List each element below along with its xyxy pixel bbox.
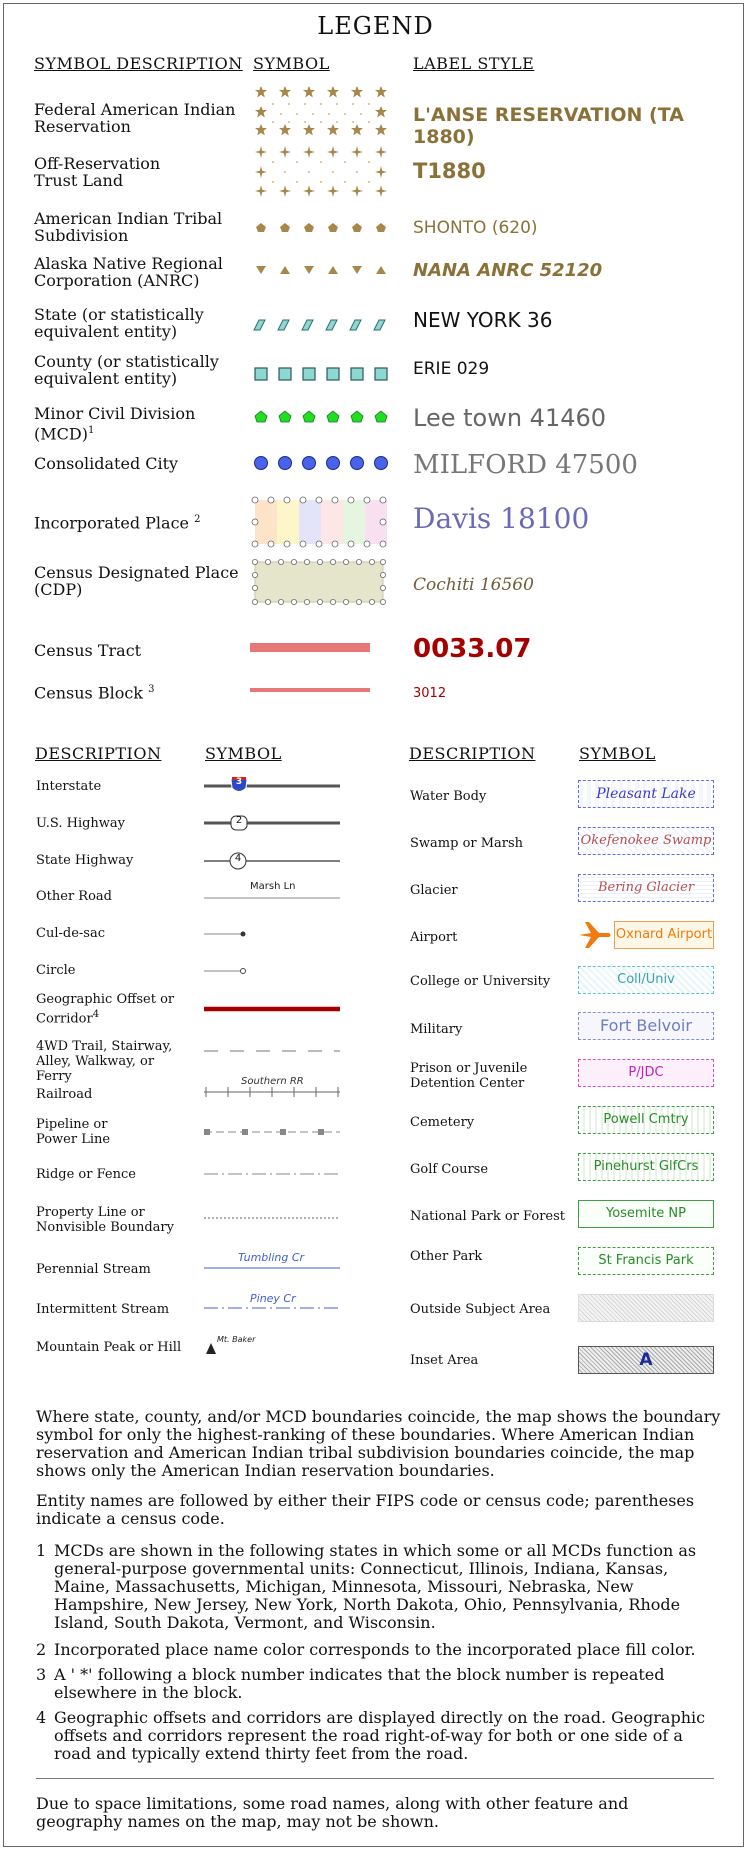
desc-incorporated-place-text: Incorporated Place — [34, 513, 190, 533]
military-label: Fort Belvoir — [600, 1016, 692, 1035]
glacier-label: Bering Glacier — [597, 880, 695, 895]
label-trust-land: T1880 — [413, 159, 486, 183]
desc-incorporated-place-sup: 2 — [194, 514, 201, 525]
desc-reservation: Federal American Indian Reservation — [34, 100, 236, 136]
green-pentagon-row-icon — [255, 411, 387, 422]
national-park-box — [578, 1200, 714, 1228]
desc-glacier: Glacier — [410, 883, 458, 898]
desc-consolidated-city: Consolidated City — [34, 454, 179, 473]
legend-symbols — [245, 80, 390, 720]
college-label: Coll/Univ — [617, 972, 675, 987]
label-census-block: 3012 — [413, 686, 447, 701]
airplane-icon — [577, 920, 613, 950]
desc-pipeline: Pipeline or Power Line — [36, 1117, 111, 1147]
note-space-limitations: Due to space limitations, some road names, along with other feature and geography names on the map, may not be shown. — [36, 1794, 629, 1831]
header-description-left: DESCRIPTION — [35, 744, 162, 763]
footnote-2-number: 2 — [36, 1640, 47, 1659]
gold-pentagon-row-icon — [256, 223, 386, 232]
desc-geographic-offset — [36, 992, 176, 1026]
teal-square-row-icon — [255, 368, 387, 380]
prison-label: P/JDC — [628, 1065, 664, 1080]
gold-triangle-row-icon — [256, 266, 386, 274]
cul-de-sac-dot-icon — [241, 932, 246, 937]
thick-pink-line-icon — [250, 643, 370, 652]
label-county: ERIE 029 — [413, 359, 490, 379]
desc-tribal-subdivision: American Indian Tribal Subdivision — [34, 209, 223, 245]
outside-subject-area-box — [578, 1294, 714, 1322]
footnote-3-text: A ' *' following a block number indicates that the block number is repeated elsewhere in the block. — [54, 1665, 665, 1702]
gold-star-pattern-icon — [255, 86, 387, 136]
intermittent-stream-name: Piney Cr — [250, 1292, 296, 1305]
footnote-3-number: 3 — [36, 1665, 47, 1684]
divider — [36, 1778, 714, 1779]
desc-mountain-peak: Mountain Peak or Hill — [36, 1340, 182, 1355]
airport-label: Oxnard Airport — [615, 927, 713, 942]
header-symbol-right: SYMBOL — [579, 744, 656, 763]
desc-intermittent-stream: Intermittent Stream — [36, 1302, 170, 1317]
label-cdp: Cochiti 16560 — [413, 575, 534, 595]
teal-parallelogram-row-icon — [254, 320, 385, 330]
inset-area-box — [578, 1346, 714, 1374]
label-reservation: L'ANSE RESERVATION (TA 1880) — [413, 104, 684, 148]
label-tribal-subdivision: SHONTO (620) — [413, 218, 538, 238]
desc-national-park: National Park or Forest — [410, 1209, 565, 1224]
thin-pink-line-icon — [250, 688, 370, 692]
other-park-label: St Francis Park — [598, 1253, 694, 1268]
state-highway-shield-number: 4 — [234, 853, 242, 864]
header-description-right: DESCRIPTION — [409, 744, 536, 763]
label-anrc: NANA ANRC 52120 — [413, 260, 603, 281]
desc-mcd-text: Minor Civil Division (MCD) — [34, 404, 196, 444]
desc-prison: Prison or Juvenile Detention Center — [410, 1061, 528, 1091]
note-boundaries: Where state, county, and/or MCD boundaries coincide, the map shows the boundary symbol for only the highest-ranking of these boundaries. Where American Indian reservation and American Indian tribal subdivision boundaries coincide, the map shows only the American Indian reservation boundaries. — [36, 1407, 721, 1480]
footnote-4-number: 4 — [36, 1708, 47, 1727]
desc-census-block-sup: 3 — [148, 684, 155, 695]
swamp-box — [578, 827, 714, 855]
desc-geographic-offset-sup: 4 — [92, 1009, 100, 1020]
desc-census-block-text: Census Block — [34, 683, 143, 703]
road-symbols — [200, 770, 350, 1370]
desc-college: College or University — [410, 974, 551, 989]
inset-area-label: A — [639, 1350, 653, 1370]
footnote-2-text: Incorporated place name color corresponds to the incorporated place fill color. — [54, 1640, 696, 1659]
other-road-name: Marsh Ln — [250, 881, 296, 892]
desc-water-body: Water Body — [410, 789, 487, 804]
railroad-name: Southern RR — [241, 1076, 304, 1087]
note-entity-names: Entity names are followed by either their FIPS code or census code; parentheses indicate a census code. — [36, 1491, 695, 1528]
desc-mcd-sup: 1 — [87, 425, 95, 436]
footnote-4-text: Geographic offsets and corridors are displayed directly on the road. Geographic offsets and corridors represent the road right-of-way for both or one side of a road and typically extend thirty feet from the road. — [54, 1708, 706, 1763]
national-park-label: Yosemite NP — [605, 1206, 686, 1221]
desc-trust-land: Off-Reservation Trust Land — [34, 154, 161, 190]
legend-title: LEGEND — [317, 12, 434, 40]
desc-state-highway: State Highway — [36, 853, 134, 868]
desc-cul-de-sac: Cul-de-sac — [36, 926, 105, 941]
desc-inset-area: Inset Area — [410, 1353, 479, 1368]
water-body-box — [578, 780, 714, 808]
desc-interstate: Interstate — [36, 779, 102, 794]
desc-state: State (or statistically equivalent entity) — [34, 305, 204, 341]
cdp-area-icon — [252, 559, 385, 604]
label-census-tract: 0033.07 — [413, 634, 532, 664]
header-symbol: SYMBOL — [253, 54, 330, 73]
desc-other-park: Other Park — [410, 1249, 483, 1264]
desc-county: County (or statistically equivalent entity) — [34, 352, 219, 388]
desc-railroad: Railroad — [36, 1087, 93, 1102]
desc-ridge-fence: Ridge or Fence — [36, 1167, 136, 1182]
desc-property-line: Property Line or Nonvisible Boundary — [36, 1205, 174, 1235]
desc-4wd-trail: 4WD Trail, Stairway, Alley, Walkway, or Ferry — [36, 1039, 173, 1084]
mountain-peak-name: Mt. Baker — [217, 1335, 256, 1344]
cemetery-label: Powell Cmtry — [603, 1112, 689, 1127]
golf-course-box — [578, 1153, 714, 1181]
other-park-box — [578, 1247, 714, 1275]
us-highway-shield-number: 2 — [235, 815, 243, 826]
interstate-shield-number: 3 — [235, 777, 243, 787]
water-body-label: Pleasant Lake — [596, 786, 696, 802]
perennial-stream-name: Tumbling Cr — [238, 1251, 305, 1264]
desc-circle: Circle — [36, 963, 76, 978]
desc-cemetery: Cemetery — [410, 1115, 475, 1130]
desc-airport: Airport — [410, 930, 458, 945]
golf-course-label: Pinehurst GlfCrs — [593, 1159, 699, 1174]
desc-anrc: Alaska Native Regional Corporation (ANRC) — [34, 254, 223, 290]
desc-other-road: Other Road — [36, 889, 112, 904]
desc-golf-course: Golf Course — [410, 1162, 489, 1177]
desc-military: Military — [410, 1022, 463, 1037]
pipeline-line-icon — [204, 1129, 340, 1135]
circle-end-icon — [241, 969, 246, 974]
airport-box — [614, 921, 714, 949]
footnote-1-number: 1 — [36, 1541, 47, 1560]
college-box — [578, 966, 714, 994]
desc-us-highway: U.S. Highway — [36, 816, 126, 831]
swamp-label: Okefenokee Swamp — [580, 833, 712, 848]
glacier-box — [578, 874, 714, 902]
prison-box — [578, 1059, 714, 1087]
footnote-1-text: MCDs are shown in the following states in which some or all MCDs function as general-purpose governmental units: Connecticut, Illinois, Indiana, Kansas, Maine, Massachusetts, Michigan, Minnesota, Missouri, Nebraska, New Hampshire, New Jersey, New York, North Dakota, Ohio, Pennsylvania, Rhode Island, South Dakota, Vermont, and Wisconsin. — [54, 1541, 697, 1632]
desc-outside-subject-area: Outside Subject Area — [410, 1302, 551, 1317]
desc-geographic-offset-text: Geographic Offset or Corridor — [36, 992, 175, 1027]
header-label-style: LABEL STYLE — [413, 54, 535, 73]
label-state: NEW YORK 36 — [413, 308, 553, 332]
blue-circle-row-icon — [255, 457, 388, 470]
desc-mcd — [34, 405, 234, 442]
military-box — [578, 1012, 714, 1040]
label-mcd: Lee town 41460 — [413, 404, 607, 432]
header-symbol-left: SYMBOL — [205, 744, 282, 763]
railroad-line-icon — [204, 1087, 340, 1097]
desc-swamp: Swamp or Marsh — [410, 836, 524, 851]
cemetery-box — [578, 1106, 714, 1134]
gold-cross-pattern-icon — [255, 146, 387, 197]
desc-census-tract: Census Tract — [34, 641, 142, 660]
desc-census-block — [34, 681, 234, 701]
desc-incorporated-place — [34, 511, 234, 531]
desc-cdp: Census Designated Place (CDP) — [34, 563, 239, 599]
pastel-place-area-icon — [252, 497, 387, 547]
desc-perennial-stream: Perennial Stream — [36, 1262, 151, 1277]
label-incorporated-place: Davis 18100 — [413, 502, 590, 535]
mountain-peak-icon — [206, 1343, 216, 1354]
label-consolidated-city: MILFORD 47500 — [413, 450, 638, 480]
header-symbol-description: SYMBOL DESCRIPTION — [34, 54, 243, 73]
